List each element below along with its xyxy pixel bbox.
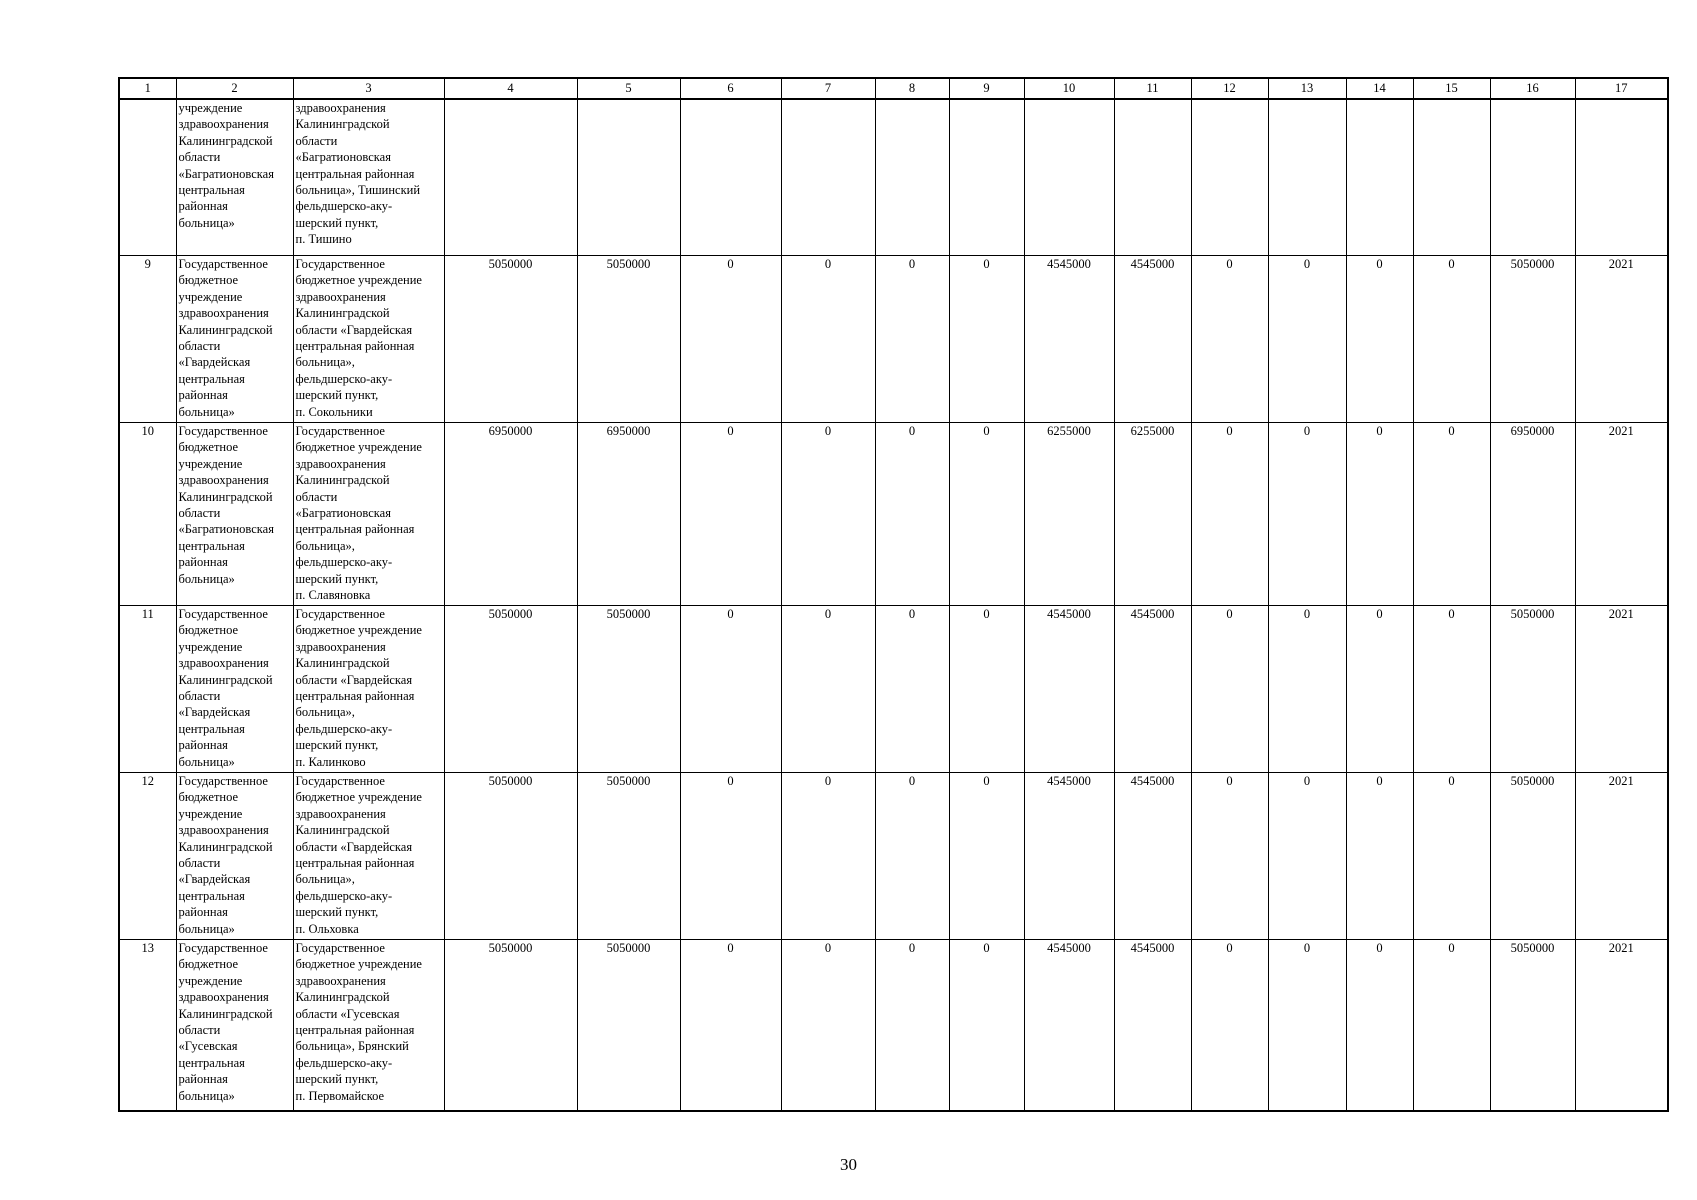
table-row-continuation: [119, 99, 1668, 256]
value-cell: 0: [875, 773, 949, 940]
value-cell: 5050000: [577, 606, 680, 773]
institution-cell: Государственное бюджетное учреждение здравоохранения Калининградской области «Гвардейская центральная районная больница»: [176, 606, 293, 773]
year-cell: 2021: [1575, 423, 1668, 606]
table-row: [119, 256, 1668, 423]
value-cell: 5050000: [444, 606, 577, 773]
col-header-7: 7: [781, 78, 875, 99]
value-cell: 4545000: [1024, 606, 1114, 773]
value-cell: 5050000: [1490, 606, 1575, 773]
col-header-1: 1: [119, 78, 176, 99]
value-cell: 0: [1191, 940, 1268, 1112]
value-cell: 0: [680, 256, 781, 423]
value-cell: [1346, 99, 1413, 256]
value-cell: 4545000: [1024, 256, 1114, 423]
row-number: 9: [119, 256, 176, 423]
year-cell: 2021: [1575, 940, 1668, 1112]
value-cell: 5050000: [1490, 256, 1575, 423]
value-cell: 6255000: [1114, 423, 1191, 606]
value-cell: 0: [1413, 606, 1490, 773]
value-cell: 0: [1346, 606, 1413, 773]
value-cell: 0: [1191, 606, 1268, 773]
document-table: [118, 77, 1669, 1112]
value-cell: 6950000: [577, 423, 680, 606]
value-cell: 0: [781, 256, 875, 423]
column-number-row: [119, 78, 1668, 99]
value-cell: [577, 99, 680, 256]
value-cell: 4545000: [1024, 773, 1114, 940]
col-header-6: 6: [680, 78, 781, 99]
value-cell: [949, 99, 1024, 256]
col-header-10: 10: [1024, 78, 1114, 99]
value-cell: 6950000: [444, 423, 577, 606]
value-cell: 0: [949, 606, 1024, 773]
value-cell: [1024, 99, 1114, 256]
object-cell: Государственное бюджетное учреждение здравоохранения Калининградской области «Гусевская центральная районная больница», Брянский фельдшерско-аку- шерский пункт, п. Первомайское: [293, 940, 444, 1112]
value-cell: 5050000: [1490, 940, 1575, 1112]
row-number: [119, 99, 176, 256]
value-cell: 0: [949, 773, 1024, 940]
institution-cell: Государственное бюджетное учреждение здравоохранения Калининградской области «Гусевская центральная районная больница»: [176, 940, 293, 1112]
value-cell: 0: [875, 940, 949, 1112]
object-cell: Государственное бюджетное учреждение здравоохранения Калининградской области «Гвардейская центральная районная больница», фельдшерско-аку- шерский пункт, п. Калинково: [293, 606, 444, 773]
col-header-9: 9: [949, 78, 1024, 99]
value-cell: 0: [1268, 423, 1346, 606]
value-cell: 5050000: [1490, 773, 1575, 940]
value-cell: 5050000: [577, 773, 680, 940]
value-cell: 4545000: [1114, 773, 1191, 940]
value-cell: 4545000: [1114, 940, 1191, 1112]
value-cell: 0: [875, 423, 949, 606]
col-header-13: 13: [1268, 78, 1346, 99]
value-cell: 0: [781, 423, 875, 606]
value-cell: [1575, 99, 1668, 256]
value-cell: 5050000: [577, 940, 680, 1112]
table-row: [119, 940, 1668, 1112]
value-cell: 0: [781, 773, 875, 940]
value-cell: 0: [1268, 940, 1346, 1112]
value-cell: 0: [875, 256, 949, 423]
value-cell: 0: [1346, 256, 1413, 423]
value-cell: 0: [1413, 423, 1490, 606]
value-cell: 4545000: [1024, 940, 1114, 1112]
value-cell: 0: [680, 940, 781, 1112]
value-cell: 0: [781, 606, 875, 773]
value-cell: 0: [1191, 423, 1268, 606]
value-cell: 0: [1413, 256, 1490, 423]
value-cell: 0: [680, 606, 781, 773]
value-cell: 0: [1268, 256, 1346, 423]
value-cell: 0: [1191, 773, 1268, 940]
col-header-8: 8: [875, 78, 949, 99]
value-cell: 6255000: [1024, 423, 1114, 606]
row-number: 10: [119, 423, 176, 606]
col-header-16: 16: [1490, 78, 1575, 99]
table-row: [119, 423, 1668, 606]
value-cell: 0: [1413, 773, 1490, 940]
object-cell: здравоохранения Калининградской области «Багратионовская центральная районная больница», Тишинский фельдшерско-аку- шерский пункт, п. Тишино: [293, 99, 444, 256]
col-header-14: 14: [1346, 78, 1413, 99]
value-cell: 5050000: [444, 940, 577, 1112]
col-header-12: 12: [1191, 78, 1268, 99]
value-cell: 0: [875, 606, 949, 773]
value-cell: [781, 99, 875, 256]
value-cell: 5050000: [577, 256, 680, 423]
col-header-3: 3: [293, 78, 444, 99]
page-number: 30: [840, 1155, 857, 1174]
table-row: [119, 773, 1668, 940]
institution-cell: учреждение здравоохранения Калининградской области «Багратионовская центральная районная больница»: [176, 99, 293, 256]
value-cell: 0: [949, 423, 1024, 606]
value-cell: [1268, 99, 1346, 256]
col-header-17: 17: [1575, 78, 1668, 99]
value-cell: [875, 99, 949, 256]
value-cell: [1191, 99, 1268, 256]
year-cell: 2021: [1575, 773, 1668, 940]
value-cell: 0: [1346, 940, 1413, 1112]
value-cell: 0: [1268, 773, 1346, 940]
object-cell: Государственное бюджетное учреждение здравоохранения Калининградской области «Багратионовская центральная районная больница», фельдшерско-аку- шерский пункт, п. Славяновка: [293, 423, 444, 606]
institution-cell: Государственное бюджетное учреждение здравоохранения Калининградской области «Багратионовская центральная районная больница»: [176, 423, 293, 606]
value-cell: 4545000: [1114, 256, 1191, 423]
value-cell: 0: [680, 773, 781, 940]
year-cell: 2021: [1575, 256, 1668, 423]
value-cell: 0: [781, 940, 875, 1112]
value-cell: [1114, 99, 1191, 256]
col-header-2: 2: [176, 78, 293, 99]
value-cell: 0: [1346, 423, 1413, 606]
col-header-5: 5: [577, 78, 680, 99]
row-number: 12: [119, 773, 176, 940]
object-cell: Государственное бюджетное учреждение здравоохранения Калининградской области «Гвардейская центральная районная больница», фельдшерско-аку- шерский пункт, п. Ольховка: [293, 773, 444, 940]
row-number: 11: [119, 606, 176, 773]
value-cell: 5050000: [444, 773, 577, 940]
value-cell: 5050000: [444, 256, 577, 423]
year-cell: 2021: [1575, 606, 1668, 773]
value-cell: 0: [1346, 773, 1413, 940]
table-row: [119, 606, 1668, 773]
value-cell: 6950000: [1490, 423, 1575, 606]
row-number: 13: [119, 940, 176, 1112]
value-cell: 0: [949, 256, 1024, 423]
object-cell: Государственное бюджетное учреждение здравоохранения Калининградской области «Гвардейская центральная районная больница», фельдшерско-аку- шерский пункт, п. Сокольники: [293, 256, 444, 423]
value-cell: 4545000: [1114, 606, 1191, 773]
value-cell: 0: [1413, 940, 1490, 1112]
col-header-4: 4: [444, 78, 577, 99]
col-header-11: 11: [1114, 78, 1191, 99]
institution-cell: Государственное бюджетное учреждение здравоохранения Калининградской области «Гвардейская центральная районная больница»: [176, 773, 293, 940]
value-cell: 0: [1191, 256, 1268, 423]
value-cell: 0: [1268, 606, 1346, 773]
value-cell: [1490, 99, 1575, 256]
value-cell: [1413, 99, 1490, 256]
value-cell: [444, 99, 577, 256]
value-cell: 0: [680, 423, 781, 606]
value-cell: 0: [949, 940, 1024, 1112]
value-cell: [680, 99, 781, 256]
institution-cell: Государственное бюджетное учреждение здравоохранения Калининградской области «Гвардейская центральная районная больница»: [176, 256, 293, 423]
col-header-15: 15: [1413, 78, 1490, 99]
